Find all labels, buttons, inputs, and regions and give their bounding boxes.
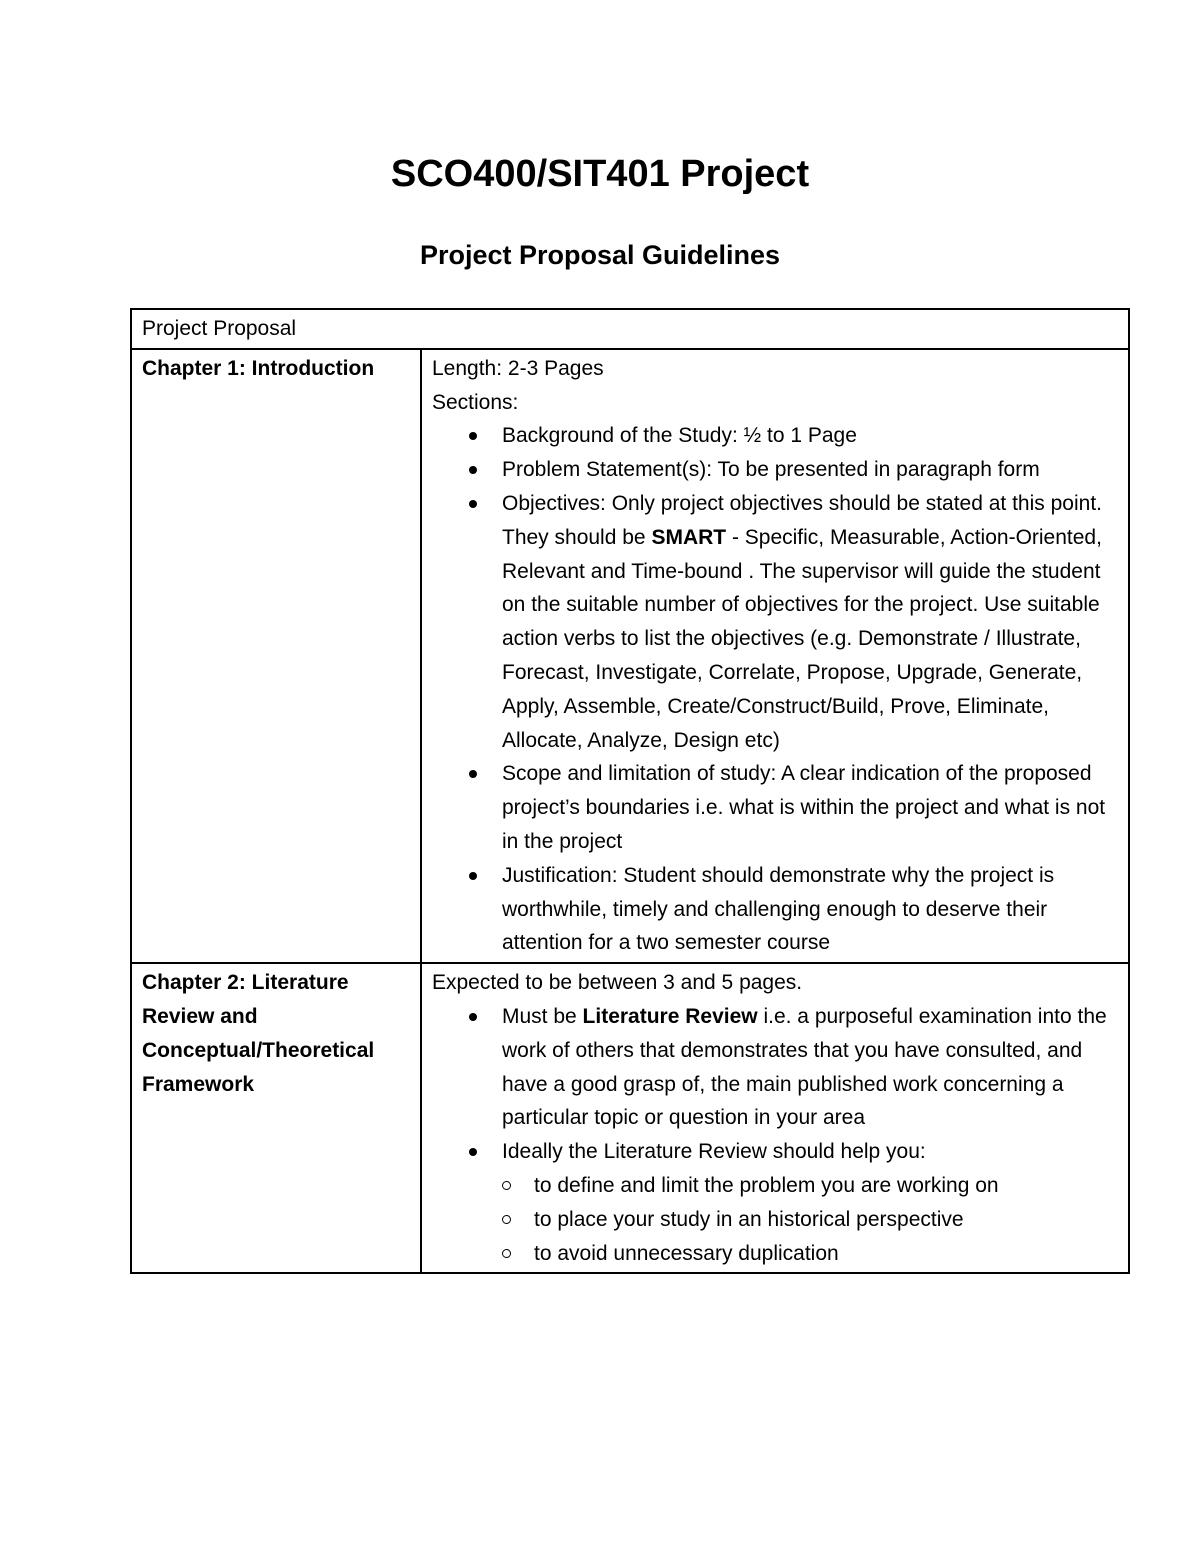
sub-item-historical: to place your study in an historical perspective <box>534 1203 1118 1237</box>
objectives-smart: SMART <box>651 525 727 549</box>
chapter-2-list <box>432 1000 1118 1270</box>
must-text-end: i.e. a purposeful examination into the work of others that demonstrates that you have consulted, and have a good grasp of, the main published work concerning a particular topic or question in your area <box>502 1004 1107 1130</box>
list-item-ideally <box>502 1135 1118 1270</box>
chapter-2-label-line-1: Chapter 2: Literature <box>142 971 349 995</box>
ideally-text: Ideally the Literature Review should help you: <box>502 1140 926 1164</box>
chapter-2-content-cell <box>421 963 1129 1273</box>
list-item-problem-statement: Problem Statement(s): To be presented in paragraph form <box>502 453 1118 487</box>
sub-item-duplication: to avoid unnecessary duplication <box>534 1237 1118 1271</box>
chapter-1-length: Length: 2-3 Pages <box>432 356 604 380</box>
table-row-chapter-1 <box>131 349 1129 963</box>
chapter-1-sections-label: Sections: <box>432 390 519 414</box>
chapter-1-content-cell <box>421 349 1129 963</box>
table-row-chapter-2 <box>131 963 1129 1273</box>
chapter-2-label-line-4: Framework <box>142 1072 255 1096</box>
list-item-literature-review <box>502 1000 1118 1135</box>
chapter-2-label-line-2: Review and <box>142 1004 258 1028</box>
table-header-row <box>131 309 1129 349</box>
list-item-justification: Justification: Student should demonstrate why the project is worthwhile, timely and challenging enough to deserve their attention for a two semester course <box>502 859 1118 960</box>
list-item-objectives <box>502 487 1118 757</box>
ideally-sub-list <box>502 1169 1118 1270</box>
objectives-text-start: Objectives: Only project objectives should be stated at this point. They should be <box>502 491 1102 549</box>
chapter-1-label-cell <box>131 349 421 963</box>
document-title: SCO400/SIT401 Project <box>390 153 810 195</box>
must-text-start: Must be <box>502 1004 583 1028</box>
chapter-2-label-cell <box>131 963 421 1273</box>
list-item-background: Background of the Study: ½ to 1 Page <box>502 419 1118 453</box>
must-literature-review: Literature Review <box>582 1004 758 1028</box>
chapter-2-label-line-3: Conceptual/Theoretical <box>142 1038 375 1062</box>
table-header-cell: Project Proposal <box>131 309 1129 349</box>
proposal-table <box>130 308 1130 1274</box>
list-item-scope: Scope and limitation of study: A clear indication of the proposed project’s boundaries i.e. what is within the project and what is not in the project <box>502 757 1118 858</box>
chapter-2-expected-length: Expected to be between 3 and 5 pages. <box>432 971 803 995</box>
document-subtitle: Project Proposal Guidelines <box>419 240 781 270</box>
chapter-1-label: Chapter 1: Introduction <box>142 356 375 380</box>
objectives-text-end: - Specific, Measurable, Action-Oriented, Relevant and Time-bound . The supervisor will guide the student on the suitable number of objectives for the project. Use suitable action verbs to list the objectives (e.g. Demonstrate / Illustrate, Forecast, Investigate, Correlate, Propose, Upgrade, Generate, Apply, Assemble, Create/Construct/Build, Prove, Eliminate, Allocate, Analyze, Design etc) <box>502 525 1102 752</box>
chapter-1-section-list <box>432 419 1118 960</box>
sub-item-define: to define and limit the problem you are working on <box>534 1169 1118 1203</box>
